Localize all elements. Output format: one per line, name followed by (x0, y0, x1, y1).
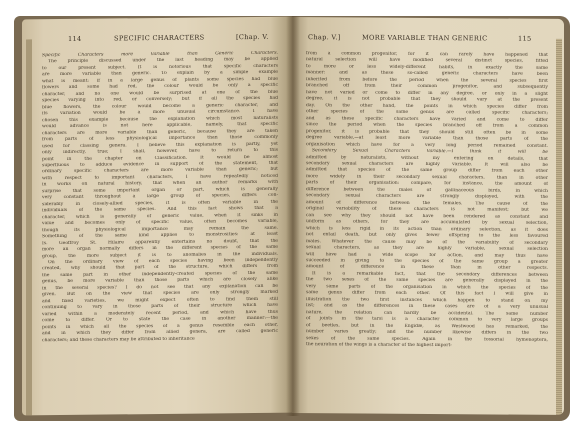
text-line: secondary sexual characters are highly variable. It will also be (306, 161, 548, 168)
text-line: illustration the two first instances which happen to stand on my (306, 296, 548, 304)
text-line: would advance is not here applicable, namely, that specific (42, 121, 278, 130)
text-line: character, and no one would be surprised at one of the blue (42, 89, 278, 98)
text-line: with respect to important characters, I have repeatedly noticed (42, 173, 278, 182)
text-line: from parts of less physiological importance than those commonly (42, 134, 278, 143)
text-line: group, the more subject it is to anomalies in the individuals. (42, 251, 278, 259)
running-title: SPECIFIC CHARACTERS (114, 33, 205, 43)
text-line: degree, it is not probable that they should vary at the present (306, 96, 548, 104)
text-line: used for classing genera. I believe this explanation is partly, yet (42, 141, 278, 149)
page-edges-left (26, 39, 32, 415)
text-line: though its physiological importance may remain the same. (42, 225, 278, 233)
text-line: natural selection will have modified several distinct species, fitted (306, 57, 548, 65)
text-line: succeeded in giving to the species of the same group a greater (306, 258, 548, 265)
text-line: only indirectly, true; I shall, however, have to return to this (42, 147, 278, 156)
text-line: given. But on the view that species are only strongly marked (42, 290, 278, 298)
left-page-header (22, 33, 292, 48)
text-line: superfluous to adduce evidence in support of the statement, that (42, 160, 278, 169)
text-line: in the several species? I do not see that any explanation can be (42, 283, 278, 292)
text-line: have not varied or come to differ in any degree, or only in a slight (306, 89, 548, 97)
text-line: continuing to vary in those parts of their structure which have (42, 303, 278, 311)
text-line: what is meant: if in a large genus of plants some species had blue (42, 76, 278, 85)
text-line: branched off from their common progenitor, and subsequently (306, 83, 548, 91)
text-line: the same part in other independently-created species of the same (42, 270, 278, 279)
text-line: amount of difference between the females. The cause of the (306, 199, 548, 207)
text-line: since the period when the species branched off from a common (306, 122, 548, 129)
text-line: original variability of these characters is not manifest; but we (306, 206, 548, 214)
chapter-reference: Chap. V.] (308, 33, 341, 42)
text-line: to our present subject. It is notorious that specific characters (42, 63, 278, 72)
book-gutter (286, 16, 300, 416)
text-line: surprise that some important organ or part, which is generally (42, 186, 278, 195)
left-page-body (42, 51, 278, 345)
page-edges-right (556, 39, 562, 415)
text-line: flowers and some had red, the colour would be only a specific (42, 83, 278, 91)
text-line: chosen this example because the explanation which most naturalists (42, 115, 278, 123)
text-line: varied within a moderately recent period, and which have thus (42, 309, 278, 317)
text-line: its variation would be a more unusual circumstance. I have (42, 108, 278, 117)
text-line: ordinary specific characters are more variable than generic; but (42, 167, 278, 175)
text-line: individuals of the same species. And this fact shows that a (42, 205, 278, 214)
text-line: very same parts of the organisation in which the species of the (306, 284, 548, 291)
text-line: other species of the same genus are called specific characters; (306, 109, 548, 117)
text-line: characters; and these characters may be attributed to inheritance (42, 336, 195, 343)
text-line: inherited from before the period when the several species first (306, 77, 548, 84)
text-line: the two sexes of the same species are generally displayed in the (306, 277, 548, 285)
text-line: list; and as the differences in these cases are of a very unusual (306, 303, 548, 311)
text-line: On the ordinary view of each species having been independently (48, 257, 278, 266)
text-line: come to differ. Or to state the case in another manner:—the (42, 315, 278, 324)
chapter-reference: [Chap. V. (236, 32, 269, 42)
text-line: sexual characters, as they are highly variable, sexual selection (306, 245, 548, 252)
page-number: 115 (518, 34, 532, 43)
text-line: manner: and as these so-called generic characters have been (306, 70, 548, 78)
text-line: admitted by naturalists, without my entering on details, that (306, 154, 548, 162)
text-line: to more or less widely-different habits, in exactly the same (306, 64, 548, 71)
text-line: characters are more variable than generic, because they are taken (42, 128, 278, 136)
text-line: sexes of the same species. Again in the fossorial hymenoptera, (306, 335, 548, 343)
text-line: of beetles, but in the Engidæ, as Westwood has remarked, the (306, 322, 548, 330)
text-line: difference between the males of gallinaceous birds, in which (306, 186, 548, 194)
text-line: character, which is generally of generic value, when it sinks in (42, 212, 278, 220)
text-line: which is less rigid in its action than ordinary selection, as it does (306, 225, 548, 233)
text-line: males. Whatever the cause may be of the variability of secondary (306, 238, 548, 246)
right-page-header (292, 33, 564, 47)
text-line: genus, be more variable than those parts which are closely alike (42, 277, 278, 285)
text-line: created, why should that part of the structure, which differs from (42, 264, 278, 272)
text-line: in works on natural history, that when an author remarks with (42, 180, 278, 188)
text-line: number varies greatly; and the number likewise differs in the two (306, 329, 548, 336)
text-line: very constant throughout a large group of species, differs con- (42, 193, 278, 201)
text-line: Secondary Sexual Characters Variable.—I think it will be (312, 148, 548, 155)
text-line: amount of difference in these than in other respects. (306, 264, 548, 272)
open-book (12, 4, 572, 429)
text-line: progenitor, it is probable that they should still often be in some (306, 128, 548, 136)
text-line: blue flowers, the colour would become a generic character, and (42, 102, 278, 110)
text-line: points in which all the species of a genus resemble each other, (42, 322, 278, 330)
text-line: and fixed varieties, we might expect often to find them still (42, 296, 278, 305)
text-line: day. On the other hand, the points in which species differ from (306, 102, 548, 110)
text-line: and in which they differ from allied genera, are called generic (42, 328, 278, 337)
text-line: Specific Characters more Variable than Generic Characters. (42, 50, 278, 59)
text-line: more widely in their secondary sexual characters, than in other (306, 174, 548, 181)
text-line: more an organ normally differs in the different species of the same (42, 244, 278, 253)
text-line: same genus differ from each other. Of this fact I will give in (306, 290, 548, 298)
text-line: admitted that species of the same group differ from each other (306, 167, 548, 175)
text-line: can see why they should not have been rendered as constant and (306, 212, 548, 220)
text-line: are more variable than generic. To explain by a simple example (42, 70, 278, 78)
text-line: will have had a wide scope for action, and may thus have (306, 251, 548, 259)
text-line: The principle discussed under the last heading may be applied (48, 57, 278, 65)
text-line: Something of the same kind applies to monstrosities: at least (42, 231, 278, 240)
text-line: secondary sexual characters are strongly displayed, with the (306, 193, 548, 201)
running-title: MORE VARIABLE THAN GENERIC (362, 33, 488, 43)
text-line: point in the chapter on Classification. It would be almost (42, 154, 278, 162)
text-line: and as these specific characters have varied and come to differ (306, 115, 548, 123)
text-line: value and becomes only of specific value, often becomes variable, (42, 218, 278, 227)
text-line: nature, the relation can hardly be accidental. The same number (306, 309, 548, 317)
page-number: 114 (68, 34, 82, 43)
text-line: degree variable,—at least more variable than those parts of the (306, 135, 548, 142)
text-line: parts of their organisation: compare, for instance, the amount of (306, 180, 548, 188)
text-line: from a common progenitor, for it can rarely have happened that (306, 51, 548, 58)
right-page-body (306, 51, 548, 350)
text-line: species varying into red, or conversely; but if all the species had (42, 96, 278, 104)
left-page (22, 17, 292, 416)
text-line: It is a remarkable fact, that the secondary differences between (312, 271, 548, 278)
text-line: of joints in the tarsi is a character common to very large groups (306, 316, 548, 324)
text-line: uniform as others, for they are accumulated by sexual selection, (306, 219, 548, 227)
text-line: organisation which have for a very long period remained constant. (306, 141, 548, 149)
text-line: Is. Geoffroy St. Hilaire apparently entertains no doubt, that the (42, 238, 278, 246)
text-line: the neuration of the wings is a character of the highest import- (306, 342, 452, 349)
right-page (292, 17, 564, 415)
text-line: not entail death, but only gives fewer offspring to the less favoured (306, 232, 548, 239)
text-line: siderably in closely-allied species, it is often variable in the (42, 199, 278, 207)
